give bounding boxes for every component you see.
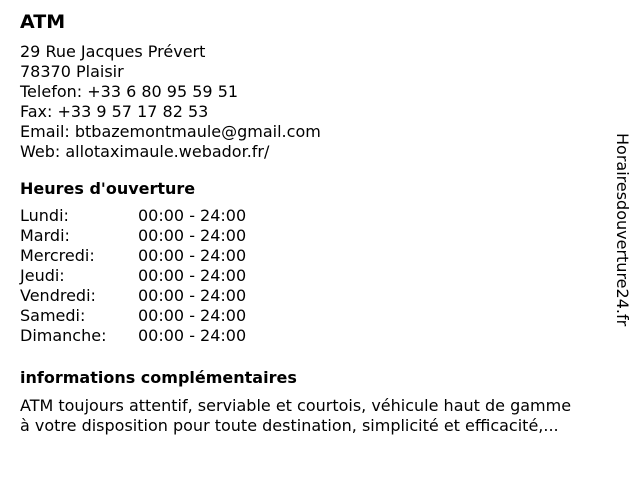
day-time: 00:00 - 24:00 <box>138 206 247 225</box>
email-link[interactable]: btbazemontmaule@gmail.com <box>74 122 321 141</box>
phone-label: Telefon: <box>20 82 83 101</box>
watermark-container <box>612 133 632 345</box>
site-watermark: Horairesdouverture24.fr <box>613 133 632 327</box>
day-label: Jeudi: <box>20 266 65 285</box>
day-label: Dimanche: <box>20 326 107 345</box>
hours-row <box>20 226 246 246</box>
web-label: Web: <box>20 142 61 161</box>
info-heading: informations complémentaires <box>20 368 297 387</box>
day-time: 00:00 - 24:00 <box>138 226 247 245</box>
day-label: Samedi: <box>20 306 86 325</box>
day-label: Mercredi: <box>20 246 95 265</box>
hours-row <box>20 246 246 266</box>
phone-row <box>20 82 620 102</box>
hours-row <box>20 286 246 306</box>
day-time: 00:00 - 24:00 <box>138 306 247 325</box>
info-line-1: ATM toujours attentif, serviable et courtois, véhicule haut de gamme <box>20 396 572 415</box>
fax-number: +33 9 57 17 82 53 <box>57 102 209 121</box>
phone-number[interactable]: +33 6 80 95 59 51 <box>87 82 239 101</box>
email-row <box>20 122 620 142</box>
day-label: Mardi: <box>20 226 70 245</box>
fax-label: Fax: <box>20 102 53 121</box>
day-time: 00:00 - 24:00 <box>138 326 247 345</box>
business-name: ATM <box>20 11 66 33</box>
day-time: 00:00 - 24:00 <box>138 266 247 285</box>
hours-row <box>20 266 246 286</box>
business-card <box>20 10 620 436</box>
day-label: Vendredi: <box>20 286 96 305</box>
day-time: 00:00 - 24:00 <box>138 286 247 305</box>
day-time: 00:00 - 24:00 <box>138 246 247 265</box>
web-row <box>20 142 620 162</box>
fax-row <box>20 102 620 122</box>
day-label: Lundi: <box>20 206 69 225</box>
hours-row <box>20 206 246 226</box>
email-label: Email: <box>20 122 70 141</box>
info-line-2: à votre disposition pour toute destination, simplicité et efficacité,... <box>20 416 559 435</box>
web-link[interactable]: allotaximaule.webador.fr/ <box>65 142 270 161</box>
opening-hours-table <box>20 206 246 346</box>
address-street: 29 Rue Jacques Prévert <box>20 42 206 61</box>
address-city: 78370 Plaisir <box>20 62 124 81</box>
hours-heading: Heures d'ouverture <box>20 179 196 198</box>
hours-row <box>20 326 246 346</box>
hours-row <box>20 306 246 326</box>
